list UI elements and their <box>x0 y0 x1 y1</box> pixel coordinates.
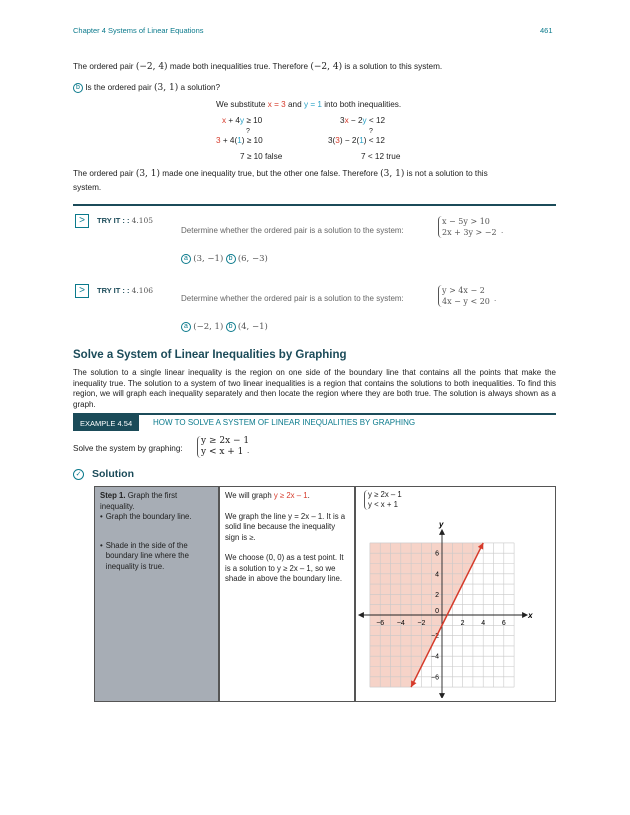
question-mark-1: ? <box>246 128 250 135</box>
y-tick-label: −4 <box>431 653 439 661</box>
y-axis-arrow-down <box>439 693 445 698</box>
substitute-line: We substitute x = 3 and y = 1 into both inequalities. <box>216 100 402 109</box>
solve-text: Solve the system by graphing: <box>73 444 183 453</box>
chapter-header: Chapter 4 Systems of Linear Equations <box>73 26 204 35</box>
example-rule <box>73 413 556 415</box>
y-tick-label: −2 <box>431 633 439 641</box>
try-it-1-options: a (3, −1) b (6, −3) <box>181 254 268 264</box>
x-axis-arrow-left <box>358 612 364 618</box>
try-it-2-prompt: Determine whether the ordered pair is a solution to the system: <box>181 294 404 303</box>
origin-label: 0 <box>435 608 439 615</box>
x-tick-label: 2 <box>460 620 465 627</box>
y-tick-label: 6 <box>435 550 439 558</box>
example-label: EXAMPLE 4.54 <box>73 415 139 431</box>
result-2: 7 < 12 true <box>361 152 401 161</box>
x-tick-label: −2 <box>417 620 426 627</box>
inequality-1: x + 4y ≥ 10 <box>222 116 263 125</box>
try-it-1-period: . <box>501 226 504 235</box>
try-it-2-options: a (−2, 1) b (4, −1) <box>181 322 268 332</box>
result-1: 7 ≥ 10 false <box>240 152 283 161</box>
paragraph-1: The ordered pair (−2, 4) made both inequalities true. Therefore (−2, 4) is a solution to this system. <box>73 62 443 72</box>
step1-middle-cell: We will graph y ≥ 2x – 1. We graph the line y = 2x – 1. It is a solid line because the inequality sign is ≥. We choose (0, 0) as a test point. It is a solution to y ≥ 2x – 1, so we shade in above the boundary line. <box>219 486 355 702</box>
substituted-1: 3 + 4(1) ≥ 10 <box>216 136 263 145</box>
try-it-2-system: y > 4x − 2 4x − y < 20 <box>438 285 490 307</box>
example-title: HOW TO SOLVE A SYSTEM OF LINEAR INEQUALITIES BY GRAPHING <box>153 418 416 427</box>
y-tick-label: 2 <box>435 591 439 599</box>
try-it-2-period: . <box>494 294 497 303</box>
y-axis-label: y <box>439 519 444 529</box>
try-it-2-label: TRY IT : : 4.106 <box>97 286 154 295</box>
y-tick-label: −6 <box>431 674 439 682</box>
try-it-1-system: x − 5y > 10 2x + 3y > −2 <box>438 216 497 238</box>
solution-check-icon: ✓ <box>73 469 84 480</box>
x-tick-label: −4 <box>396 620 405 627</box>
x-tick-label: 6 <box>501 620 506 627</box>
substituted-2: 3(3) − 2(1) < 12 <box>328 136 385 145</box>
page-number: 461 <box>540 26 553 35</box>
x-tick-label: 4 <box>481 620 486 627</box>
try-it-1-rule <box>73 204 556 206</box>
solution-heading: Solution <box>92 468 134 480</box>
x-axis-label: x <box>528 611 533 620</box>
part-b-question: b Is the ordered pair (3, 1) a solution? <box>73 83 220 93</box>
try-it-2-arrow-button[interactable]: > <box>75 284 89 298</box>
section-body: The solution to a single linear inequality is the region on one side of the boundary line that contains all the points that make the inequality true. The solution to a system of two linear inequalities is a region that contains the solutions to both inequalities. To find this region, we will graph each inequality separately and then locate the region where they are both true. The solution is always shown as a graph. <box>73 368 556 409</box>
try-it-1-prompt: Determine whether the ordered pair is a solution to the system: <box>181 226 404 235</box>
step1-left-cell: Step 1. Graph the first inequality. • Graph the boundary line. • Shade in the side of the boundary line where the inequality is true. <box>94 486 219 702</box>
example-period: . <box>247 446 250 455</box>
inequality-graph <box>356 518 554 698</box>
y-axis-arrow-up <box>439 529 445 535</box>
try-it-1-label: TRY IT : : 4.105 <box>97 216 154 225</box>
step1-system: y ≥ 2x – 1 y < x + 1 <box>364 490 402 510</box>
part-b-marker: b <box>73 83 83 93</box>
section-heading: Solve a System of Linear Inequalities by Graphing <box>73 349 347 361</box>
example-system: y ≥ 2x − 1 y < x + 1 <box>197 436 249 458</box>
x-tick-label: −6 <box>376 620 385 627</box>
question-mark-2: ? <box>369 128 373 135</box>
inequality-2: 3x − 2y < 12 <box>340 116 386 125</box>
try-it-1-arrow-button[interactable]: > <box>75 214 89 228</box>
y-tick-label: 4 <box>435 571 439 579</box>
paragraph-2: The ordered pair (3, 1) made one inequality true, but the other one false. Therefore (3, 1) is not a solution to this system. <box>73 169 488 192</box>
